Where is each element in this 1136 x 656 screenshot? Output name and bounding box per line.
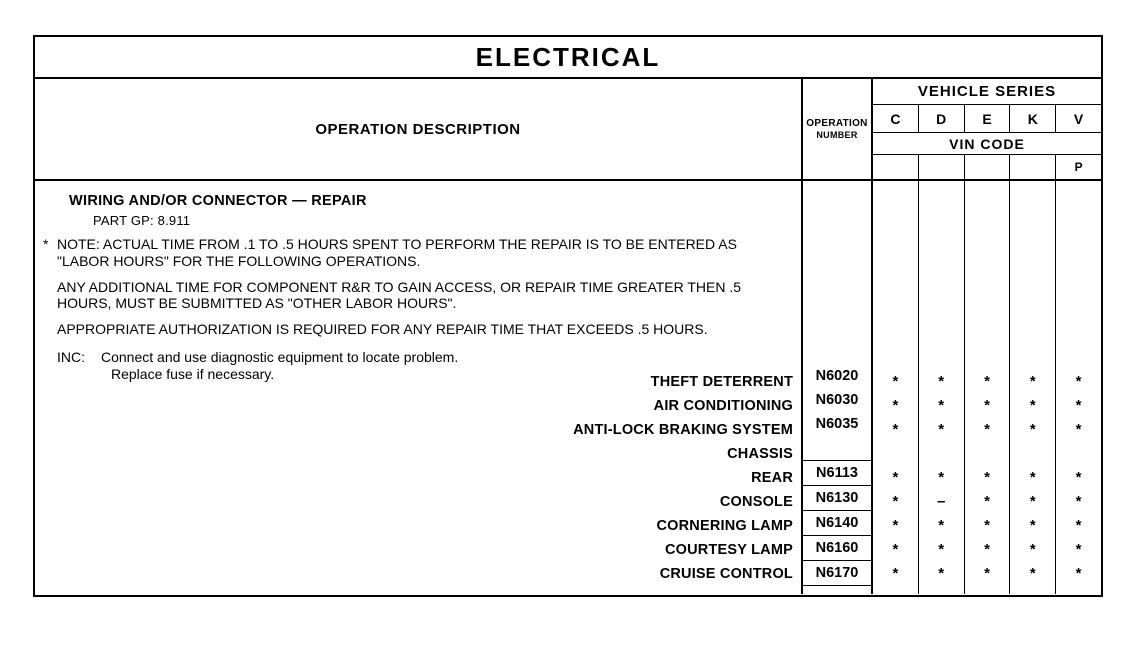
note-text: NOTE: ACTUAL TIME FROM .1 TO .5 HOURS SPENT TO PERFORM THE REPAIR IS TO BE ENTERED AS "LABOR HOURS" FOR THE FOLLOWING OPERATIONS. bbox=[57, 236, 737, 269]
operation-name: CORNERING LAMP bbox=[656, 518, 793, 534]
description-cell bbox=[35, 181, 803, 594]
operation-number-list bbox=[803, 364, 871, 586]
labor-operation-table bbox=[33, 35, 1103, 597]
series-mark bbox=[873, 442, 918, 466]
operation-name: REAR bbox=[751, 470, 793, 486]
vin-code-c bbox=[873, 155, 919, 179]
series-mark bbox=[1010, 442, 1055, 466]
includes-line-2: Replace fuse if necessary. bbox=[111, 366, 275, 383]
series-marks-c bbox=[873, 370, 918, 586]
header-series-letters-row bbox=[873, 105, 1101, 133]
series-mark: * bbox=[1075, 373, 1082, 390]
series-mark: * bbox=[1029, 565, 1036, 582]
series-mark: * bbox=[892, 493, 899, 510]
series-mark: – bbox=[937, 493, 946, 510]
series-mark: * bbox=[1029, 469, 1036, 486]
series-mark: * bbox=[1075, 493, 1082, 510]
series-mark: * bbox=[892, 541, 899, 558]
operation-number: N6160 bbox=[803, 535, 871, 560]
note-paragraph bbox=[43, 236, 793, 268]
header-operation-number-line2: NUMBER bbox=[816, 129, 858, 140]
header-vehicle-series bbox=[873, 79, 1101, 179]
series-letter-e: E bbox=[965, 105, 1011, 132]
series-mark: * bbox=[1075, 421, 1082, 438]
vin-code-d bbox=[919, 155, 965, 179]
series-column-v bbox=[1056, 181, 1101, 594]
series-mark: * bbox=[1075, 397, 1082, 414]
operation-number: N6035 bbox=[815, 416, 859, 432]
part-group: PART GP: 8.911 bbox=[93, 213, 191, 229]
series-mark: * bbox=[984, 373, 990, 390]
vin-code-v: P bbox=[1074, 160, 1083, 174]
section-title-band bbox=[35, 37, 1101, 79]
operation-name: CONSOLE bbox=[719, 494, 793, 510]
operation-name: ANTI-LOCK BRAKING SYSTEM bbox=[573, 422, 793, 438]
series-marks-v bbox=[1056, 370, 1101, 586]
table-body bbox=[35, 181, 1101, 594]
note-asterisk: * bbox=[43, 236, 49, 253]
authorization-paragraph: APPROPRIATE AUTHORIZATION IS REQUIRED FOR ANY REPAIR TIME THAT EXCEEDS .5 HOURS. bbox=[57, 320, 708, 337]
operation-number: N6020 bbox=[815, 368, 859, 384]
operation-name: CRUISE CONTROL bbox=[659, 566, 793, 582]
series-mark bbox=[1056, 442, 1101, 466]
series-mark: * bbox=[892, 469, 899, 486]
operation-name: THEFT DETERRENT bbox=[650, 374, 793, 390]
series-marks-k bbox=[1010, 370, 1055, 586]
header-vehicle-series-label: VEHICLE SERIES bbox=[873, 79, 1101, 105]
series-mark: * bbox=[1029, 373, 1036, 390]
series-letter-d: D bbox=[919, 105, 965, 132]
series-mark: * bbox=[984, 565, 990, 582]
series-mark: * bbox=[1075, 469, 1082, 486]
series-mark: * bbox=[1029, 421, 1036, 438]
operation-number: N6113 bbox=[803, 460, 871, 485]
series-marks-e bbox=[965, 370, 1010, 586]
operation-name: AIR CONDITIONING bbox=[653, 398, 793, 414]
series-mark: * bbox=[938, 565, 945, 582]
series-mark: * bbox=[938, 421, 945, 438]
series-mark: * bbox=[892, 397, 899, 414]
operation-name-list bbox=[573, 370, 793, 586]
header-vin-codes-row bbox=[873, 155, 1101, 179]
series-mark: * bbox=[984, 421, 990, 438]
header-operation-number bbox=[803, 79, 873, 179]
vin-code-k bbox=[1010, 155, 1056, 179]
operation-name: COURTESY LAMP bbox=[664, 542, 793, 558]
series-mark: * bbox=[984, 493, 990, 510]
series-mark: * bbox=[938, 469, 945, 486]
series-column-d bbox=[919, 181, 965, 594]
series-mark: * bbox=[984, 517, 990, 534]
page-title: ELECTRICAL bbox=[475, 41, 661, 72]
series-mark: * bbox=[1029, 517, 1036, 534]
series-mark: * bbox=[938, 373, 945, 390]
table-header bbox=[35, 79, 1101, 181]
operation-number: N6030 bbox=[815, 392, 859, 408]
operation-name: CHASSIS bbox=[727, 446, 793, 462]
series-mark: * bbox=[1075, 517, 1082, 534]
operation-number-cell bbox=[803, 181, 873, 594]
operation-number: N6130 bbox=[803, 485, 871, 510]
series-mark: * bbox=[938, 541, 945, 558]
series-column-k bbox=[1010, 181, 1056, 594]
series-mark: * bbox=[1075, 541, 1082, 558]
series-letter-v: V bbox=[1073, 110, 1084, 127]
series-letter-c: C bbox=[873, 105, 919, 132]
operation-heading: WIRING AND/OR CONNECTOR — REPAIR bbox=[69, 193, 367, 209]
series-mark: * bbox=[984, 541, 990, 558]
additional-time-paragraph: ANY ADDITIONAL TIME FOR COMPONENT R&R TO GAIN ACCESS, OR REPAIR TIME GREATER THEN .5 HOURS, MUST BE SUBMITTED AS "OTHER LABOR HOURS". bbox=[57, 278, 742, 311]
header-operation-number-line1: OPERATION bbox=[806, 118, 868, 130]
series-mark: * bbox=[892, 373, 899, 390]
series-letter-k: K bbox=[1010, 105, 1056, 132]
series-mark: * bbox=[938, 517, 945, 534]
series-mark: * bbox=[1029, 493, 1036, 510]
series-mark: * bbox=[1029, 397, 1036, 414]
series-marks-d bbox=[919, 370, 964, 586]
series-mark: * bbox=[938, 397, 945, 414]
series-column-e bbox=[965, 181, 1011, 594]
series-mark bbox=[919, 442, 964, 466]
series-mark: * bbox=[984, 469, 990, 486]
operation-number: N6170 bbox=[803, 560, 871, 586]
series-mark: * bbox=[892, 565, 899, 582]
series-mark bbox=[965, 442, 1010, 466]
series-mark: * bbox=[892, 421, 899, 438]
operation-number bbox=[803, 436, 871, 460]
series-mark: * bbox=[1029, 541, 1036, 558]
series-column-c bbox=[873, 181, 919, 594]
header-operation-description bbox=[35, 79, 803, 179]
series-mark: * bbox=[984, 397, 990, 414]
includes-label: INC: bbox=[57, 348, 85, 365]
includes-line-1: Connect and use diagnostic equipment to locate problem. bbox=[101, 348, 459, 365]
vin-code-e bbox=[965, 155, 1011, 179]
series-mark: * bbox=[1075, 565, 1082, 582]
operation-number: N6140 bbox=[803, 510, 871, 535]
vehicle-series-marks bbox=[873, 181, 1101, 594]
header-vin-code-label: VIN CODE bbox=[873, 133, 1101, 155]
header-operation-description-label: OPERATION DESCRIPTION bbox=[315, 120, 521, 138]
series-mark: * bbox=[892, 517, 899, 534]
